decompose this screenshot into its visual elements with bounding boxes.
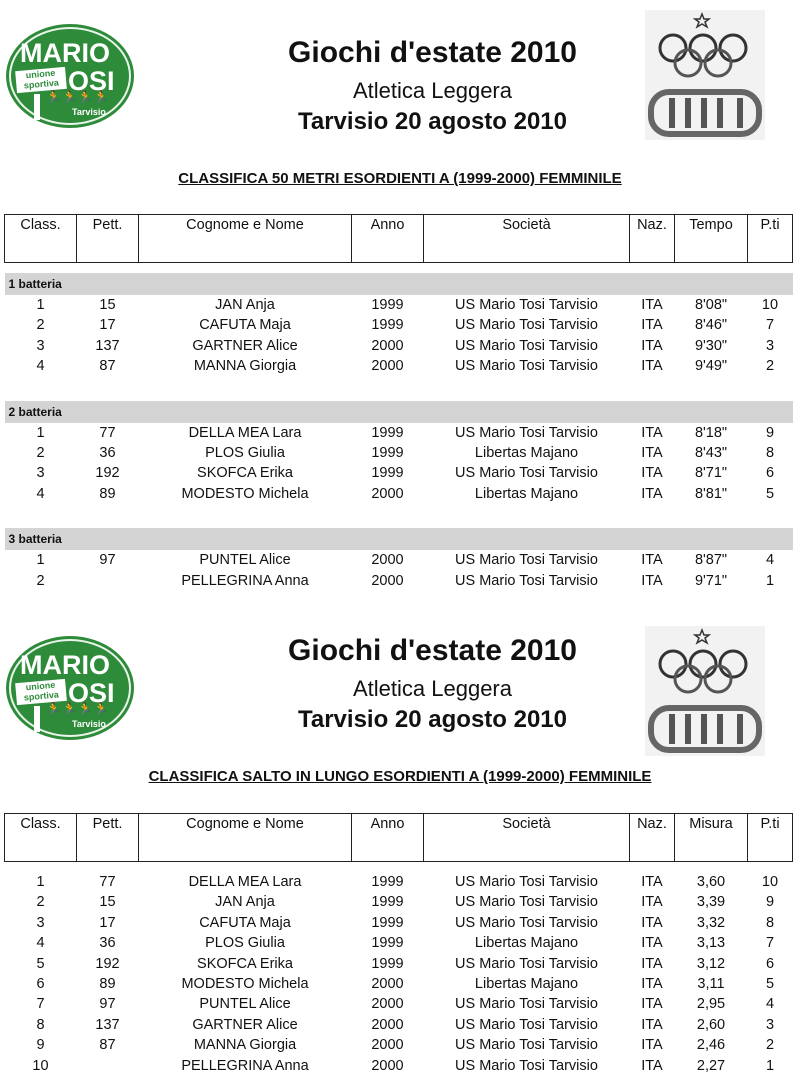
cell-result: 3,12: [696, 955, 726, 972]
event-title-50m: CLASSIFICA 50 METRI ESORDIENTI A (1999-2000) FEMMINILE: [178, 170, 622, 187]
column-header-name: Cognome e Nome: [139, 814, 352, 862]
cell-naz: ITA: [641, 317, 663, 334]
cell-pett: 192: [95, 955, 120, 972]
table-row: [5, 1056, 793, 1076]
column-header-pett: Pett.: [77, 215, 139, 263]
cell-anno: 1999: [371, 445, 404, 462]
group-header-row: [5, 528, 793, 550]
cell-class: 3: [36, 914, 45, 931]
cell-anno: 1999: [371, 914, 404, 931]
cell-class: 10: [32, 1057, 49, 1074]
cell-naz: ITA: [641, 914, 663, 931]
cell-name: PLOS Giulia: [205, 445, 285, 462]
cell-class: 1: [36, 297, 45, 313]
cell-class: 3: [36, 337, 45, 354]
cell-class: 2: [36, 894, 45, 911]
cell-naz: ITA: [641, 976, 663, 993]
cell-name: PUNTEL Alice: [199, 552, 291, 569]
column-header-result: Tempo: [675, 215, 748, 263]
cell-pett: 36: [99, 935, 116, 952]
cell-societa: Libertas Majano: [474, 935, 579, 952]
table-header-row: [5, 814, 793, 862]
cell-anno: 1999: [371, 424, 404, 441]
cell-societa: US Mario Tosi Tarvisio: [455, 914, 598, 931]
cell-name: SKOFCA Erika: [197, 465, 293, 482]
group-header-row: [5, 401, 793, 423]
cell-result: 2,95: [696, 996, 726, 1013]
column-header-naz: Naz.: [630, 215, 675, 263]
cell-punti: 3: [765, 1016, 775, 1033]
cell-class: 7: [36, 996, 45, 1013]
cell-societa: Libertas Majano: [474, 445, 579, 462]
cell-anno: 2000: [371, 996, 404, 1013]
cell-societa: US Mario Tosi Tarvisio: [455, 1016, 598, 1033]
cell-result: 2,60: [696, 1016, 726, 1033]
group-header-row: [5, 273, 793, 295]
table-row: [5, 315, 793, 335]
cell-naz: ITA: [641, 465, 663, 482]
cell-societa: Libertas Majano: [474, 976, 579, 993]
column-header-anno: Anno: [352, 215, 424, 263]
cell-punti: 7: [765, 317, 775, 334]
cell-punti: 6: [765, 955, 775, 972]
cell-naz: ITA: [641, 445, 663, 462]
cell-anno: 2000: [371, 1057, 404, 1074]
cell-result: 3,39: [696, 894, 726, 911]
event-date: Tarvisio 20 agosto 2010: [297, 108, 567, 135]
table-header-row: [5, 215, 793, 263]
cell-naz: ITA: [641, 1016, 663, 1033]
results-table-salto-in-lungo: [4, 813, 793, 1076]
page-subtitle: Atletica Leggera: [353, 78, 512, 103]
cell-name: CAFUTA Maja: [199, 317, 291, 334]
cell-anno: 1999: [371, 955, 404, 972]
cell-naz: ITA: [641, 935, 663, 952]
cell-result: 8'43": [694, 445, 728, 462]
cell-name: PELLEGRINA Anna: [181, 1057, 309, 1074]
cell-pett: 137: [95, 1016, 120, 1033]
column-header-societa: Società: [424, 814, 630, 862]
spacer-row: [5, 377, 793, 401]
cell-result: 8'81": [694, 485, 728, 502]
cell-class: 1: [36, 552, 45, 569]
table-row: [5, 550, 793, 570]
cell-result: 3,60: [696, 874, 726, 890]
cell-class: 5: [36, 955, 45, 972]
cell-anno: 1999: [371, 297, 404, 313]
column-header-punti: P.ti: [748, 814, 793, 862]
logo-text-unione-sportiva: unione sportiva: [15, 67, 67, 93]
table-row: [5, 892, 793, 912]
header-section-2: [0, 622, 800, 772]
cell-class: 2: [36, 317, 45, 334]
cell-name: JAN Anja: [215, 894, 275, 911]
cell-anno: 1999: [371, 894, 404, 911]
logo-text-osi: OSI: [68, 66, 115, 96]
cell-societa: US Mario Tosi Tarvisio: [455, 1057, 598, 1074]
cell-name: GARTNER Alice: [192, 337, 298, 354]
column-header-societa: Società: [424, 215, 630, 263]
column-header-name: Cognome e Nome: [139, 215, 352, 263]
cell-pett: 17: [99, 914, 116, 931]
cell-result: 3,13: [696, 935, 726, 952]
table-row: [5, 295, 793, 315]
cell-result: 9'30": [694, 337, 728, 354]
group-name: 2 batteria: [5, 401, 793, 423]
cell-societa: US Mario Tosi Tarvisio: [455, 358, 598, 375]
cell-pett: [77, 1056, 139, 1076]
cell-punti: 2: [765, 358, 775, 375]
table-row: [5, 423, 793, 443]
cell-result: 3,32: [696, 914, 726, 931]
cell-pett: 97: [99, 996, 116, 1013]
cell-class: 4: [36, 485, 45, 502]
cell-naz: ITA: [641, 358, 663, 375]
cell-result: 2,27: [696, 1057, 726, 1074]
logo-text-unione-sportiva: unione sportiva: [15, 679, 67, 705]
cell-punti: 6: [765, 465, 775, 482]
cell-name: CAFUTA Maja: [199, 914, 291, 931]
cell-pett: 15: [99, 297, 116, 313]
cell-pett: 89: [99, 485, 116, 502]
cell-anno: 1999: [371, 935, 404, 952]
table-row: [5, 933, 793, 953]
column-header-class: Class.: [5, 814, 77, 862]
logo-text-tarvisio: Tarvisio: [72, 719, 106, 729]
cell-class: 6: [36, 976, 45, 993]
cell-anno: 2000: [371, 976, 404, 993]
cell-naz: ITA: [641, 1037, 663, 1054]
cell-pett: 36: [99, 445, 116, 462]
cell-result: 8'18": [694, 424, 728, 441]
cell-pett: 89: [99, 976, 116, 993]
event-title-salto-in-lungo: CLASSIFICA SALTO IN LUNGO ESORDIENTI A (1999-2000) FEMMINILE: [148, 768, 652, 785]
group-name: 3 batteria: [5, 528, 793, 550]
cell-class: 1: [36, 874, 45, 890]
cell-name: DELLA MEA Lara: [188, 874, 302, 890]
cell-pett: 77: [99, 424, 116, 441]
table-row: [5, 974, 793, 994]
cell-class: 8: [36, 1016, 45, 1033]
spacer-row: [5, 504, 793, 528]
cell-name: MANNA Giorgia: [193, 358, 297, 375]
cell-punti: 8: [765, 914, 775, 931]
cell-pett: 87: [99, 358, 116, 375]
column-header-punti: P.ti: [748, 215, 793, 263]
cell-result: 9'71": [694, 572, 728, 589]
cell-punti: 9: [765, 424, 775, 441]
page-title: Giochi d'estate 2010: [288, 36, 577, 69]
cell-punti: 9: [765, 894, 775, 911]
cell-pett: 15: [99, 894, 116, 911]
cell-punti: 7: [765, 935, 775, 952]
cell-result: 2,46: [696, 1037, 726, 1054]
cell-class: 1: [36, 424, 45, 441]
logo-text-mario: MARIO: [20, 650, 110, 680]
cell-punti: 10: [761, 874, 779, 890]
cell-punti: 5: [765, 976, 775, 993]
coni-olympic-rings-icon: [645, 626, 765, 756]
cell-societa: US Mario Tosi Tarvisio: [455, 297, 598, 313]
cell-result: 8'71": [694, 465, 728, 482]
cell-anno: 2000: [371, 485, 404, 502]
table-row: [5, 484, 793, 504]
cell-naz: ITA: [641, 485, 663, 502]
cell-societa: US Mario Tosi Tarvisio: [455, 424, 598, 441]
table-row: [5, 463, 793, 483]
cell-name: JAN Anja: [215, 297, 275, 313]
logo-text-tarvisio: Tarvisio: [72, 107, 106, 117]
results-table-50m: [4, 214, 793, 591]
cell-naz: ITA: [641, 552, 663, 569]
cell-anno: 2000: [371, 1037, 404, 1054]
cell-naz: ITA: [641, 1057, 663, 1074]
logo-text-mario: MARIO: [20, 38, 110, 68]
spacer-row: [5, 862, 793, 873]
cell-societa: US Mario Tosi Tarvisio: [455, 874, 598, 890]
cell-punti: 1: [765, 572, 775, 589]
cell-naz: ITA: [641, 996, 663, 1013]
cell-punti: 2: [765, 1037, 775, 1054]
event-date: Tarvisio 20 agosto 2010: [297, 706, 567, 733]
cell-societa: Libertas Majano: [474, 485, 579, 502]
cell-pett: 87: [99, 1037, 116, 1054]
cell-name: PELLEGRINA Anna: [181, 572, 309, 589]
cell-name: MODESTO Michela: [181, 976, 309, 993]
cell-result: 9'49": [694, 358, 728, 375]
cell-societa: US Mario Tosi Tarvisio: [455, 572, 598, 589]
cell-punti: 3: [765, 337, 775, 354]
us-mario-tosi-logo: [6, 24, 134, 128]
cell-name: SKOFCA Erika: [197, 955, 293, 972]
cell-result: 8'08": [694, 297, 728, 313]
cell-pett: 192: [95, 465, 120, 482]
cell-class: 9: [36, 1037, 45, 1054]
cell-anno: 2000: [371, 572, 404, 589]
cell-pett: 97: [99, 552, 116, 569]
column-header-class: Class.: [5, 215, 77, 263]
cell-pett: 137: [95, 337, 120, 354]
cell-pett: [77, 571, 139, 591]
cell-societa: US Mario Tosi Tarvisio: [455, 317, 598, 334]
cell-punti: 5: [765, 485, 775, 502]
cell-pett: 17: [99, 317, 116, 334]
cell-name: PLOS Giulia: [205, 935, 285, 952]
cell-class: 3: [36, 465, 45, 482]
cell-naz: ITA: [641, 894, 663, 911]
table-row: [5, 954, 793, 974]
column-header-anno: Anno: [352, 814, 424, 862]
cell-anno: 2000: [371, 552, 404, 569]
cell-class: 2: [36, 445, 45, 462]
cell-pett: 77: [99, 874, 116, 890]
cell-name: GARTNER Alice: [192, 1016, 298, 1033]
table-row: [5, 913, 793, 933]
cell-class: 4: [36, 358, 45, 375]
cell-naz: ITA: [641, 572, 663, 589]
cell-anno: 2000: [371, 1016, 404, 1033]
cell-societa: US Mario Tosi Tarvisio: [455, 1037, 598, 1054]
cell-naz: ITA: [641, 297, 663, 313]
cell-name: MANNA Giorgia: [193, 1037, 297, 1054]
table-row: [5, 1015, 793, 1035]
coni-olympic-rings-icon: [645, 10, 765, 140]
cell-societa: US Mario Tosi Tarvisio: [455, 337, 598, 354]
table-row: [5, 872, 793, 892]
cell-punti: 1: [765, 1057, 775, 1074]
cell-societa: US Mario Tosi Tarvisio: [455, 552, 598, 569]
logo-text-osi: OSI: [68, 678, 115, 708]
cell-naz: ITA: [641, 955, 663, 972]
cell-punti: 4: [765, 996, 775, 1013]
cell-societa: US Mario Tosi Tarvisio: [455, 894, 598, 911]
cell-punti: 10: [761, 297, 779, 313]
cell-naz: ITA: [641, 874, 663, 890]
column-header-result: Misura: [675, 814, 748, 862]
cell-result: 3,11: [697, 976, 725, 993]
cell-name: PUNTEL Alice: [199, 996, 291, 1013]
cell-societa: US Mario Tosi Tarvisio: [455, 465, 598, 482]
cell-name: MODESTO Michela: [181, 485, 309, 502]
page-title: Giochi d'estate 2010: [288, 634, 577, 667]
table-row: [5, 443, 793, 463]
column-header-pett: Pett.: [77, 814, 139, 862]
cell-anno: 2000: [371, 337, 404, 354]
cell-class: 2: [36, 572, 45, 589]
table-row: [5, 1035, 793, 1055]
cell-name: DELLA MEA Lara: [188, 424, 302, 441]
table-row: [5, 994, 793, 1014]
page-subtitle: Atletica Leggera: [353, 676, 512, 701]
us-mario-tosi-logo: [6, 636, 134, 740]
runners-icon: 🏃🏃🏃🏃: [46, 702, 110, 716]
cell-result: 8'87": [694, 552, 728, 569]
group-name: 1 batteria: [5, 273, 793, 295]
cell-anno: 1999: [371, 317, 404, 334]
runners-icon: 🏃🏃🏃🏃: [46, 90, 110, 104]
spacer-row: [5, 263, 793, 274]
cell-naz: ITA: [641, 424, 663, 441]
cell-result: 8'46": [694, 317, 728, 334]
table-row: [5, 571, 793, 591]
table-row: [5, 336, 793, 356]
cell-societa: US Mario Tosi Tarvisio: [455, 955, 598, 972]
table-row: [5, 356, 793, 376]
cell-anno: 1999: [371, 874, 404, 890]
cell-societa: US Mario Tosi Tarvisio: [455, 996, 598, 1013]
cell-punti: 8: [765, 445, 775, 462]
cell-naz: ITA: [641, 337, 663, 354]
cell-class: 4: [36, 935, 45, 952]
cell-punti: 4: [765, 552, 775, 569]
cell-anno: 1999: [371, 465, 404, 482]
cell-anno: 2000: [371, 358, 404, 375]
header-section-1: [0, 0, 800, 150]
column-header-naz: Naz.: [630, 814, 675, 862]
